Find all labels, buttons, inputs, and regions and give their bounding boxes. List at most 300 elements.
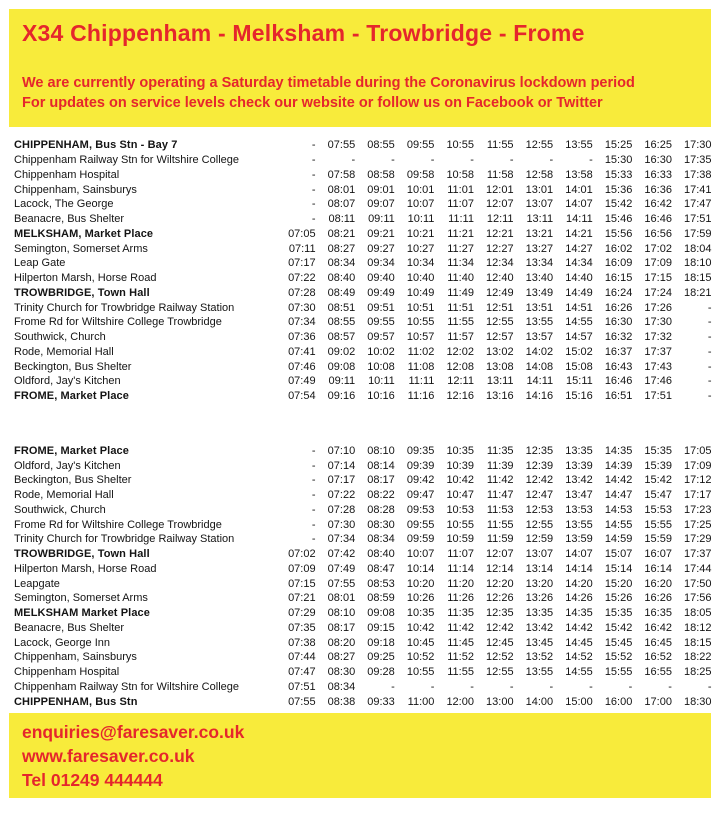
time-cell: 16:46 xyxy=(644,213,672,226)
timetable-row xyxy=(14,374,712,389)
timetable-row xyxy=(14,286,712,301)
timetable-row xyxy=(14,694,712,709)
time-cell: 15:42 xyxy=(644,474,672,487)
time-cell: 10:16 xyxy=(367,390,395,403)
time-cell: - xyxy=(707,345,712,358)
time-cell: 07:58 xyxy=(327,168,356,181)
time-cell: 08:01 xyxy=(327,592,356,605)
time-cell: 07:55 xyxy=(327,577,356,590)
time-cell: 09:01 xyxy=(367,183,395,196)
time-cell: 09:57 xyxy=(367,331,395,344)
time-cell: 08:17 xyxy=(327,621,356,634)
time-cell: 10:21 xyxy=(406,227,435,240)
time-cell: 15:00 xyxy=(565,695,593,708)
time-cell: 12:55 xyxy=(486,666,514,679)
time-cell: 08:01 xyxy=(327,183,356,196)
time-cell: 16:32 xyxy=(604,331,633,344)
time-cell: 14:02 xyxy=(525,345,554,358)
time-cell: 12:14 xyxy=(486,562,514,575)
time-cell: 10:55 xyxy=(446,139,474,152)
time-cell: 08:53 xyxy=(367,577,395,590)
time-cell: - xyxy=(628,680,633,693)
time-cell: 07:17 xyxy=(327,474,356,487)
time-cell: 09:33 xyxy=(367,695,395,708)
timetable-row xyxy=(14,153,712,168)
time-cell: - xyxy=(707,375,712,388)
time-cell: 10:26 xyxy=(406,592,435,605)
stop-name: Southwick, Church xyxy=(14,331,106,344)
time-cell: 12:27 xyxy=(486,242,514,255)
time-cell: 14:55 xyxy=(565,666,593,679)
time-cell: 07:46 xyxy=(288,360,316,373)
time-cell: 15:25 xyxy=(604,139,633,152)
time-cell: 11:45 xyxy=(447,636,474,649)
time-cell: 07:47 xyxy=(288,666,316,679)
time-cell: 14:07 xyxy=(565,198,593,211)
time-cell: 07:02 xyxy=(288,548,316,561)
time-cell: 09:49 xyxy=(367,286,395,299)
time-cell: 08:28 xyxy=(367,503,395,516)
time-cell: - xyxy=(311,533,316,546)
time-cell: 11:59 xyxy=(486,533,514,546)
time-cell: 12:57 xyxy=(486,331,514,344)
timetable-row xyxy=(14,562,712,577)
timetable-row xyxy=(14,621,712,636)
timetable-row xyxy=(14,315,712,330)
stop-name: Chippenham Railway Stn for Wiltshire College xyxy=(14,680,239,693)
time-cell: 09:42 xyxy=(406,474,435,487)
time-cell: 14:39 xyxy=(604,459,633,472)
time-cell: 10:08 xyxy=(367,360,395,373)
time-cell: 15:53 xyxy=(644,503,672,516)
time-cell: 07:54 xyxy=(288,390,316,403)
time-cell: 14:55 xyxy=(565,316,593,329)
time-cell: - xyxy=(589,154,593,167)
time-cell: 18:22 xyxy=(684,651,712,664)
time-cell: 16:55 xyxy=(644,666,672,679)
time-cell: 13:07 xyxy=(525,198,554,211)
timetable-row xyxy=(14,168,712,183)
time-cell: 16:00 xyxy=(604,695,633,708)
time-cell: 13:40 xyxy=(525,272,554,285)
time-cell: 08:22 xyxy=(367,489,395,502)
time-cell: 14:53 xyxy=(604,503,633,516)
time-cell: - xyxy=(311,444,316,457)
time-cell: 13:53 xyxy=(565,503,593,516)
time-cell: 17:37 xyxy=(684,548,712,561)
time-cell: - xyxy=(470,154,474,167)
time-cell: - xyxy=(311,459,316,472)
time-cell: 08:11 xyxy=(328,213,356,226)
timetable-row xyxy=(14,345,712,360)
time-cell: 09:51 xyxy=(367,301,395,314)
time-cell: 07:09 xyxy=(288,562,316,575)
time-cell: 15:55 xyxy=(644,518,672,531)
time-cell: 13:51 xyxy=(525,301,554,314)
time-cell: 08:55 xyxy=(327,316,356,329)
time-cell: 15:36 xyxy=(604,183,633,196)
time-cell: 12:58 xyxy=(525,168,554,181)
time-cell: 07:36 xyxy=(288,331,316,344)
time-cell: 07:44 xyxy=(288,651,316,664)
timetable-row xyxy=(14,503,712,518)
stop-name: Chippenham Hospital xyxy=(14,666,120,679)
stop-name: TROWBRIDGE, Town Hall xyxy=(14,286,150,299)
notice-line-1: We are currently operating a Saturday timetable during the Coronavirus lockdown period xyxy=(22,75,635,91)
time-cell: 14:51 xyxy=(565,301,593,314)
time-cell: 11:52 xyxy=(447,651,474,664)
time-cell: 14:42 xyxy=(565,621,593,634)
time-cell: 11:11 xyxy=(448,213,474,226)
time-cell: 07:29 xyxy=(288,607,316,620)
footer-banner xyxy=(9,713,711,798)
time-cell: 16:07 xyxy=(644,548,672,561)
time-cell: 16:30 xyxy=(644,154,672,167)
time-cell: 15:47 xyxy=(644,489,672,502)
stop-name: Frome Rd for Wiltshire College Trowbridge xyxy=(14,518,222,531)
time-cell: 07:17 xyxy=(288,257,316,270)
time-cell: 13:08 xyxy=(486,360,514,373)
time-cell: - xyxy=(311,503,316,516)
time-cell: - xyxy=(707,390,712,403)
contact-phone: Tel 01249 444444 xyxy=(22,770,163,790)
time-cell: 18:12 xyxy=(684,621,712,634)
time-cell: 17:30 xyxy=(684,139,712,152)
time-cell: 11:02 xyxy=(407,345,435,358)
time-cell: 10:35 xyxy=(446,444,474,457)
time-cell: 07:49 xyxy=(327,562,356,575)
time-cell: 09:55 xyxy=(406,518,435,531)
time-cell: 16:15 xyxy=(604,272,633,285)
time-cell: 10:51 xyxy=(406,301,435,314)
time-cell: 08:55 xyxy=(367,139,395,152)
time-cell: 10:14 xyxy=(406,562,435,575)
time-cell: 10:59 xyxy=(446,533,474,546)
timetable-row xyxy=(14,517,712,532)
time-cell: 17:24 xyxy=(644,286,672,299)
time-cell: 14:26 xyxy=(565,592,593,605)
time-cell: 10:35 xyxy=(406,607,435,620)
time-cell: - xyxy=(589,680,593,693)
time-cell: 08:21 xyxy=(327,227,356,240)
time-cell: 17:41 xyxy=(684,183,712,196)
time-cell: - xyxy=(707,680,712,693)
time-cell: 11:53 xyxy=(486,503,514,516)
time-cell: 12:42 xyxy=(525,474,554,487)
time-cell: 13:52 xyxy=(525,651,554,664)
time-cell: 11:42 xyxy=(486,474,514,487)
time-cell: 15:11 xyxy=(566,375,593,388)
time-cell: 14:35 xyxy=(604,444,633,457)
time-cell: 10:42 xyxy=(406,621,435,634)
time-cell: 12:49 xyxy=(486,286,514,299)
time-cell: 13:45 xyxy=(525,636,554,649)
stop-name: FROME, Market Place xyxy=(14,390,129,403)
time-cell: - xyxy=(509,680,514,693)
time-cell: 16:52 xyxy=(644,651,672,664)
time-cell: 11:55 xyxy=(447,316,474,329)
time-cell: 13:55 xyxy=(565,518,593,531)
stop-name: Lacock, The George xyxy=(14,198,114,211)
time-cell: 16:37 xyxy=(604,345,633,358)
time-cell: 07:38 xyxy=(288,636,316,649)
stop-name: Chippenham, Sainsburys xyxy=(14,651,137,664)
time-cell: 08:17 xyxy=(367,474,395,487)
time-cell: 14:07 xyxy=(565,548,593,561)
time-cell: 15:30 xyxy=(604,154,633,167)
time-cell: 09:08 xyxy=(327,360,356,373)
time-cell: 15:16 xyxy=(565,390,593,403)
time-cell: - xyxy=(430,680,435,693)
time-cell: 17:00 xyxy=(644,695,672,708)
time-cell: 13:59 xyxy=(565,533,593,546)
time-cell: 11:49 xyxy=(447,286,474,299)
time-cell: 12:55 xyxy=(486,316,514,329)
time-cell: 12:26 xyxy=(486,592,514,605)
time-cell: 10:47 xyxy=(446,489,474,502)
time-cell: 15:35 xyxy=(604,607,633,620)
time-cell: 08:57 xyxy=(327,331,356,344)
time-cell: 08:47 xyxy=(367,562,395,575)
time-cell: - xyxy=(311,154,316,167)
time-cell: 18:05 xyxy=(684,607,712,620)
time-cell: 08:14 xyxy=(367,459,395,472)
time-cell: 16:42 xyxy=(644,198,672,211)
time-cell: 13:55 xyxy=(525,316,554,329)
time-cell: - xyxy=(470,680,474,693)
time-cell: 13:11 xyxy=(526,213,554,226)
time-cell: 08:07 xyxy=(327,198,356,211)
time-cell: 07:51 xyxy=(288,680,316,693)
time-cell: 14:59 xyxy=(604,533,633,546)
timetable-row xyxy=(14,138,712,153)
time-cell: 15:42 xyxy=(604,621,633,634)
route-title: X34 Chippenham - Melksham - Trowbridge - Frome xyxy=(22,20,585,46)
time-cell: 12:53 xyxy=(525,503,554,516)
time-cell: 08:30 xyxy=(367,518,395,531)
time-cell: 12:35 xyxy=(525,444,554,457)
time-cell: 07:55 xyxy=(327,139,356,152)
timetable-row xyxy=(14,359,712,374)
contact-email: enquiries@faresaver.co.uk xyxy=(22,722,245,742)
time-cell: 17:09 xyxy=(644,257,672,270)
time-cell: 11:14 xyxy=(447,562,474,575)
time-cell: 13:11 xyxy=(486,375,514,388)
time-cell: 10:39 xyxy=(446,459,474,472)
stop-name: Leap Gate xyxy=(14,257,66,270)
time-cell: 16:25 xyxy=(644,139,672,152)
timetable-row xyxy=(14,227,712,242)
timetable-row xyxy=(14,635,712,650)
time-cell: 16:56 xyxy=(644,227,672,240)
time-cell: 13:39 xyxy=(565,459,593,472)
time-cell: 10:55 xyxy=(446,518,474,531)
time-cell: 09:18 xyxy=(367,636,395,649)
time-cell: 15:45 xyxy=(604,636,633,649)
timetable-row xyxy=(14,458,712,473)
time-cell: 15:02 xyxy=(565,345,593,358)
time-cell: 13:14 xyxy=(525,562,554,575)
time-cell: 16:02 xyxy=(604,242,633,255)
stop-name: Hilperton Marsh, Horse Road xyxy=(14,562,157,575)
time-cell: 07:28 xyxy=(288,286,316,299)
stop-name: Oldford, Jay's Kitchen xyxy=(14,459,121,472)
time-cell: 18:04 xyxy=(684,242,712,255)
stop-name: Southwick, Church xyxy=(14,503,106,516)
time-cell: 07:49 xyxy=(288,375,316,388)
time-cell: 13:16 xyxy=(486,390,514,403)
time-cell: 12:55 xyxy=(525,518,554,531)
time-cell: 11:16 xyxy=(407,390,435,403)
time-cell: 13:58 xyxy=(565,168,593,181)
time-cell: 15:42 xyxy=(604,198,633,211)
timetable-row xyxy=(14,650,712,665)
timetable-row xyxy=(14,532,712,547)
time-cell: 11:58 xyxy=(486,168,514,181)
timetable-row xyxy=(14,591,712,606)
time-cell: 15:08 xyxy=(565,360,593,373)
time-cell: 08:40 xyxy=(367,548,395,561)
time-cell: - xyxy=(391,154,395,167)
timetable-row xyxy=(14,197,712,212)
time-cell: 13:35 xyxy=(525,607,554,620)
timetable-row xyxy=(14,212,712,227)
time-cell: 11:55 xyxy=(486,139,514,152)
time-cell: 16:24 xyxy=(604,286,633,299)
time-cell: - xyxy=(549,680,554,693)
time-cell: 15:46 xyxy=(604,213,633,226)
time-cell: 17:38 xyxy=(684,168,712,181)
time-cell: 16:33 xyxy=(644,168,672,181)
time-cell: 17:59 xyxy=(684,227,712,240)
time-cell: 13:21 xyxy=(525,227,554,240)
outbound-timetable xyxy=(14,138,712,404)
time-cell: 07:15 xyxy=(288,577,316,590)
time-cell: 13:26 xyxy=(525,592,554,605)
time-cell: 11:35 xyxy=(447,607,474,620)
time-cell: 09:08 xyxy=(367,607,395,620)
time-cell: 17:17 xyxy=(684,489,712,502)
time-cell: 13:00 xyxy=(486,695,514,708)
time-cell: 12:51 xyxy=(486,301,514,314)
time-cell: - xyxy=(311,213,316,226)
time-cell: 11:55 xyxy=(486,518,514,531)
notice-line-2: For updates on service levels check our website or follow us on Facebook or Twitter xyxy=(22,95,603,111)
time-cell: 09:02 xyxy=(327,345,356,358)
time-cell: 07:22 xyxy=(327,489,356,502)
time-cell: 16:35 xyxy=(644,607,672,620)
time-cell: 08:27 xyxy=(327,242,356,255)
timetable-row xyxy=(14,606,712,621)
time-cell: 07:30 xyxy=(288,301,316,314)
stop-name: Semington, Somerset Arms xyxy=(14,242,148,255)
time-cell: 18:10 xyxy=(684,257,712,270)
time-cell: 12:55 xyxy=(525,139,554,152)
time-cell: 18:21 xyxy=(684,286,712,299)
time-cell: 09:11 xyxy=(368,213,395,226)
time-cell: 13:47 xyxy=(565,489,593,502)
time-cell: 12:07 xyxy=(486,548,514,561)
time-cell: 10:52 xyxy=(406,651,435,664)
time-cell: 09:07 xyxy=(367,198,395,211)
time-cell: 08:10 xyxy=(327,607,356,620)
time-cell: 10:07 xyxy=(406,548,435,561)
time-cell: 13:57 xyxy=(525,331,554,344)
time-cell: 18:15 xyxy=(684,636,712,649)
time-cell: 14:49 xyxy=(565,286,593,299)
time-cell: 16:51 xyxy=(604,390,633,403)
timetable-row xyxy=(14,300,712,315)
time-cell: - xyxy=(509,154,514,167)
time-cell: 15:35 xyxy=(644,444,672,457)
time-cell: 14:16 xyxy=(525,390,554,403)
stop-name: MELKSHAM Market Place xyxy=(14,607,150,620)
time-cell: 08:10 xyxy=(367,444,395,457)
stop-name: Hilperton Marsh, Horse Road xyxy=(14,272,157,285)
stop-name: Beanacre, Bus Shelter xyxy=(14,621,125,634)
time-cell: 11:57 xyxy=(447,331,474,344)
timetable-row xyxy=(14,488,712,503)
time-cell: 17:29 xyxy=(684,533,712,546)
time-cell: 16:26 xyxy=(604,301,633,314)
time-cell: 09:25 xyxy=(367,651,395,664)
time-cell: 17:05 xyxy=(684,444,712,457)
time-cell: 14:52 xyxy=(565,651,593,664)
time-cell: 13:20 xyxy=(525,577,554,590)
time-cell: 12:42 xyxy=(486,621,514,634)
stop-name: CHIPPENHAM, Bus Stn - Bay 7 xyxy=(14,139,178,152)
time-cell: 11:42 xyxy=(447,621,474,634)
time-cell: 16:30 xyxy=(604,316,633,329)
time-cell: 10:11 xyxy=(407,213,435,226)
time-cell: 13:34 xyxy=(525,257,554,270)
time-cell: - xyxy=(311,168,316,181)
stop-name: Leapgate xyxy=(14,577,60,590)
time-cell: 17:32 xyxy=(644,331,672,344)
time-cell: 12:20 xyxy=(486,577,514,590)
timetable-body xyxy=(14,138,712,709)
time-cell: 08:59 xyxy=(367,592,395,605)
time-cell: 16:46 xyxy=(604,375,633,388)
time-cell: - xyxy=(707,360,712,373)
time-cell: 14:40 xyxy=(565,272,593,285)
time-cell: 17:44 xyxy=(684,562,712,575)
time-cell: 11:47 xyxy=(486,489,514,502)
time-cell: 09:21 xyxy=(367,227,395,240)
time-cell: 08:58 xyxy=(367,168,395,181)
timetable-row xyxy=(14,182,712,197)
stop-name: Trinity Church for Trowbridge Railway Station xyxy=(14,533,235,546)
timetable-row xyxy=(14,576,712,591)
time-cell: 10:49 xyxy=(406,286,435,299)
timetable-row xyxy=(14,241,712,256)
time-cell: 11:08 xyxy=(407,360,435,373)
time-cell: 10:45 xyxy=(406,636,435,649)
time-cell: 14:57 xyxy=(565,331,593,344)
contact-website: www.faresaver.co.uk xyxy=(22,746,195,766)
timetable-row xyxy=(14,444,712,459)
timetable-row xyxy=(14,256,712,271)
time-cell: - xyxy=(311,183,316,196)
time-cell: 07:28 xyxy=(327,503,356,516)
time-cell: 16:45 xyxy=(644,636,672,649)
time-cell: 14:00 xyxy=(525,695,554,708)
time-cell: 13:49 xyxy=(525,286,554,299)
time-cell: 08:38 xyxy=(327,695,356,708)
time-cell: - xyxy=(430,154,435,167)
time-cell: 07:22 xyxy=(288,272,316,285)
time-cell: 10:57 xyxy=(406,331,435,344)
